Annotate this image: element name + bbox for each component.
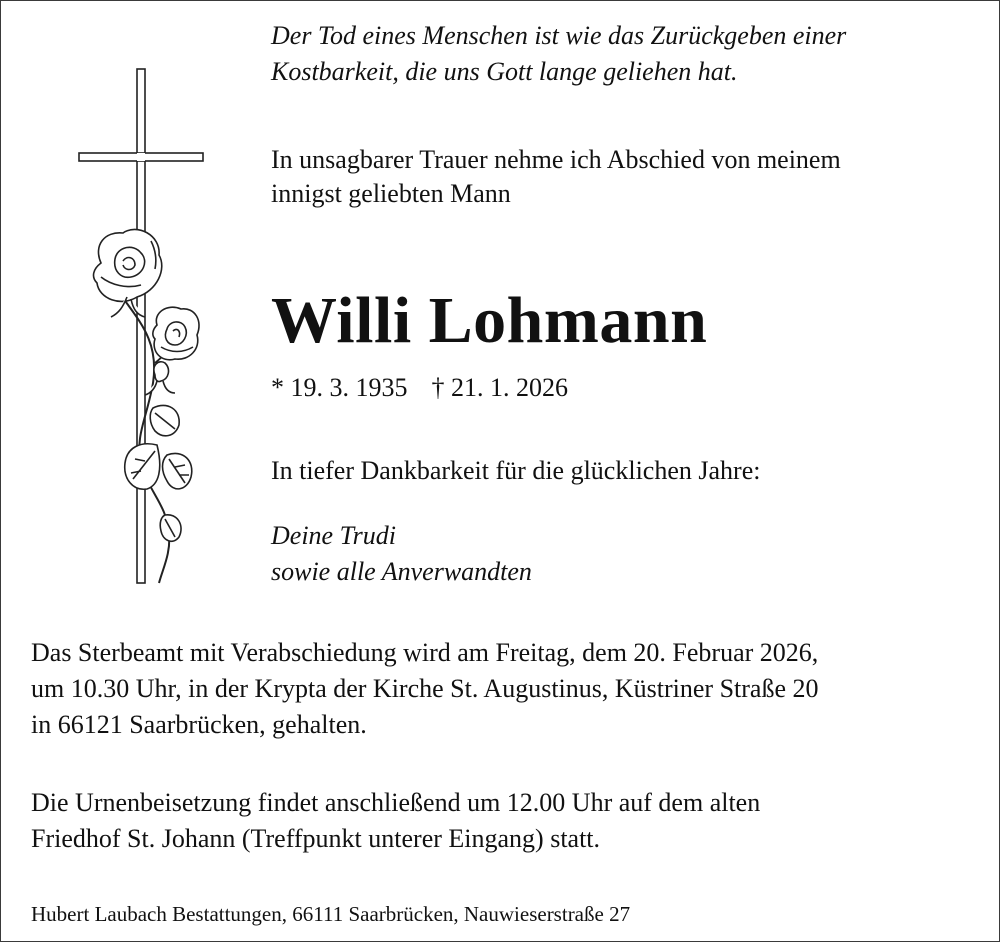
signer-line: sowie alle Anverwandten <box>271 557 532 586</box>
ceremony-info <box>31 635 819 743</box>
ceremony-line: um 10.30 Uhr, in der Krypta der Kirche St. Augustinus, Küstriner Straße 20 <box>31 674 819 703</box>
ceremony-line: in 66121 Saarbrücken, gehalten. <box>31 710 367 739</box>
ceremony-line: Das Sterbeamt mit Verabschiedung wird am Freitag, dem 20. Februar 2026, <box>31 638 819 667</box>
burial-line: Friedhof St. Johann (Treffpunkt unterer Eingang) statt. <box>31 824 601 853</box>
quote <box>271 18 846 90</box>
quote-line: Der Tod eines Menschen ist wie das Zurückgeben einer <box>271 21 847 50</box>
cross-with-roses-icon <box>71 63 211 588</box>
funeral-home-footer: Hubert Laubach Bestattungen, 66111 Saarbrücken, Nauwieserstraße 27 <box>31 902 631 926</box>
birth-date: * 19. 3. 1935 <box>271 373 408 402</box>
signers <box>271 518 532 590</box>
intro-line: innigst geliebten Mann <box>271 179 511 208</box>
burial-info <box>31 785 760 857</box>
quote-line: Kostbarkeit, die uns Gott lange geliehen hat. <box>271 57 738 86</box>
death-date: † 21. 1. 2026 <box>431 373 568 402</box>
burial-line: Die Urnenbeisetzung findet anschließend um 12.00 Uhr auf dem alten <box>31 788 761 817</box>
deceased-name: Willi Lohmann <box>271 284 708 357</box>
signer-line: Deine Trudi <box>271 521 396 550</box>
intro-text <box>271 143 841 211</box>
gratitude-text: In tiefer Dankbarkeit für die glücklichen Jahre: <box>271 456 761 485</box>
intro-line: In unsagbarer Trauer nehme ich Abschied von meinem <box>271 145 841 174</box>
life-dates <box>271 371 568 405</box>
